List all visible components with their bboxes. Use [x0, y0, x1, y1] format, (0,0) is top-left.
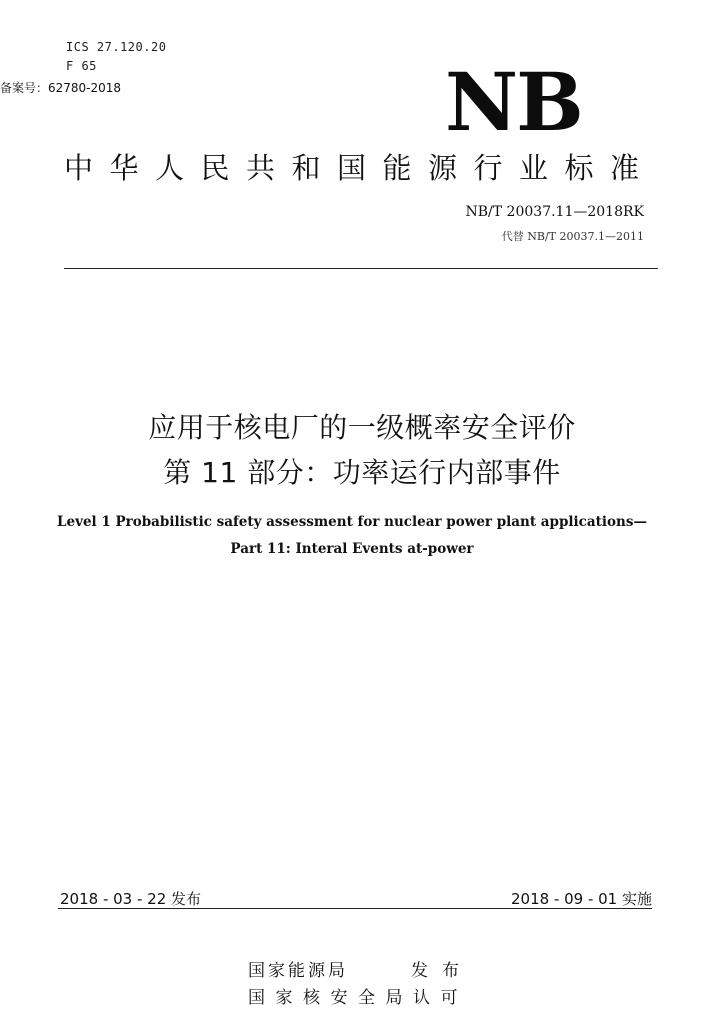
english-title-line-2: Part 11: Interal Events at-power: [230, 541, 474, 557]
standard-type-title: 中华人民共和国能源行业标准: [64, 151, 656, 185]
footer-divider: [58, 908, 652, 909]
record-number: 备案号：62780-2018: [0, 81, 122, 95]
implementation-date: 2018 - 09 - 01 实施: [510, 890, 652, 908]
nb-logo: NB: [445, 55, 582, 149]
replaces-standard: 代替 NB/T 20037.1—2011: [501, 230, 644, 243]
approving-authority: 国家核安全局认可: [248, 988, 468, 1008]
issuing-action: 发布: [411, 961, 473, 981]
standard-number: NB/T 20037.11—2018RK: [465, 204, 644, 220]
category-code: F 65: [66, 59, 97, 73]
issue-date: 2018 - 03 - 22 发布: [60, 890, 202, 908]
issuing-authority: 国家能源局: [248, 961, 348, 981]
chinese-title-line-2: 第 11 部分：功率运行内部事件: [163, 456, 561, 489]
ics-code: ICS 27.120.20: [66, 40, 167, 54]
chinese-title-line-1: 应用于核电厂的一级概率安全评价: [148, 411, 576, 444]
header-divider: [64, 268, 658, 269]
english-title-line-1: Level 1 Probabilistic safety assessment for nuclear power plant applications—: [57, 514, 647, 530]
